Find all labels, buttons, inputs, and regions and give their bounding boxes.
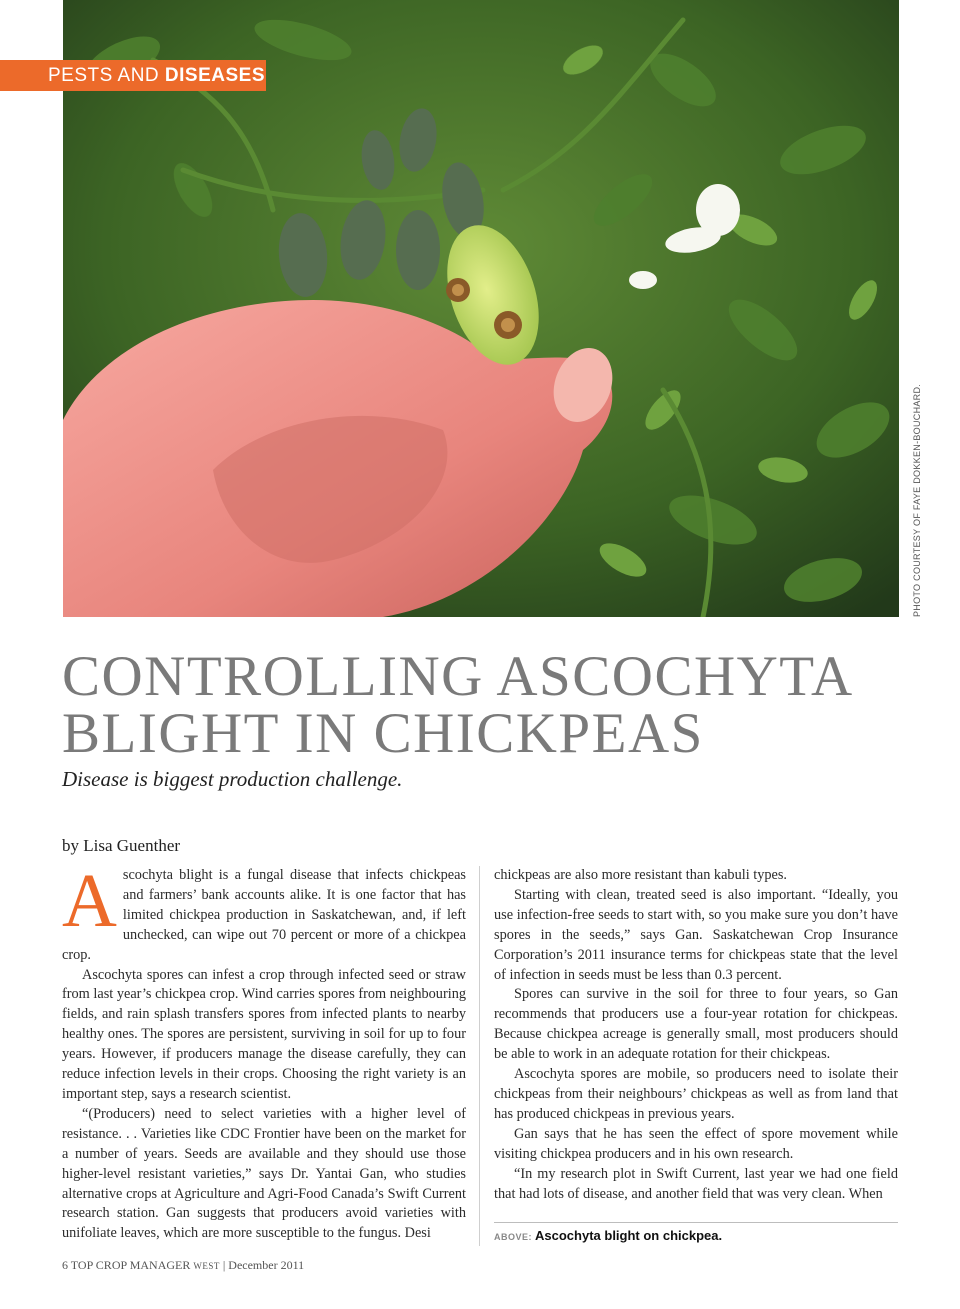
- page-footer: [62, 1258, 304, 1273]
- byline: by Lisa Guenther: [62, 836, 181, 855]
- paragraph-text: scochyta blight is a fungal disease that infects chickpeas and farmers’ bank accounts alike. It is one factor that has limited chickpea production in Saskatchewan, and, if left unchecked, can wipe out 70 percent or more of a chickpea crop.: [62, 867, 466, 963]
- paragraph: Ascochyta spores can infest a crop through infected seed or straw from last year’s chickpea crop. Wind carries spores from neighbouring fields, and rain splash transfers spores from infected plants to nearby healthy ones. The spores are persistent, surviving in soil for up to four years. However, if producers manage the disease carefully, they can reduce infection levels in their crops. Choosing the right variety is an important step, says a research scientist.: [62, 966, 466, 1102]
- caption-label: ABOVE:: [494, 1232, 533, 1242]
- section-tag: [0, 60, 266, 91]
- page-number: 6: [62, 1258, 68, 1272]
- caption-rule: [494, 1222, 898, 1223]
- paragraph: [62, 859, 466, 966]
- section-label-part2: DISEASES: [164, 65, 266, 86]
- paragraph: Ascochyta spores are mobile, so producers need to isolate their chickpeas from their neighbours’ chickpeas as well as from land that has produced chickpeas in previous years.: [494, 1066, 898, 1122]
- magazine-edition: WEST: [193, 1261, 220, 1271]
- deck: Disease is biggest production challenge.: [62, 767, 403, 791]
- column-divider: [479, 866, 480, 1246]
- paragraph: “(Producers) need to select varieties with a higher level of resistance. . . Varieties like CDC Frontier have been on the market for a number of years. Seeds are available and they should use those higher-level resistant varieties,” says Dr. Yantai Gan, who studies alternative crops at Agriculture and Agri-Food Canada’s Swift Current research station. Gan suggests that producers avoid varieties with unifoliate leaves, which are more susceptible to the fungus. Desi: [62, 1105, 466, 1242]
- photo-credit: PHOTO COURTESY OF FAYE DOKKEN-BOUCHARD.: [912, 383, 922, 617]
- paragraph: Gan says that he has seen the effect of spore movement while visiting chickpea producers and in his own research.: [494, 1125, 898, 1162]
- column-left: [62, 859, 466, 1244]
- drop-cap: A: [62, 859, 117, 943]
- paragraph: chickpeas are also more resistant than kabuli types.: [494, 867, 787, 883]
- column-right: [494, 866, 898, 1204]
- article-photo: [63, 0, 899, 617]
- paragraph: Spores can survive in the soil for three to four years, so Gan recommends that producers use a four-year rotation for chickpeas. Because chickpea acreage is generally small, most producers should be able to work in an adequate rotation for their chickpeas.: [494, 986, 898, 1063]
- paragraph: Starting with clean, treated seed is also important. “Ideally, you use infection-free seeds to start with, so you make sure you don’t have spores in the seeds,” says Gan. Saskatchewan Crop Insurance Corporation’s 2011 insurance terms for chickpeas state that the level of infection in seeds must be less than 0.3 percent.: [494, 886, 898, 983]
- issue-date: December 2011: [228, 1258, 305, 1272]
- headline: CONTROLLING ASCOCHYTA BLIGHT IN CHICKPEAS: [62, 645, 851, 765]
- paragraph: “In my research plot in Swift Current, last year we had one field that had lots of disease, and another field that was very clean. When: [494, 1165, 898, 1202]
- section-label-part1: PESTS AND: [48, 65, 165, 86]
- photo-caption: [494, 1228, 722, 1243]
- magazine-name: TOP CROP MANAGER: [70, 1258, 191, 1272]
- footer-separator: |: [222, 1258, 226, 1272]
- caption-text: Ascochyta blight on chickpea.: [535, 1228, 723, 1243]
